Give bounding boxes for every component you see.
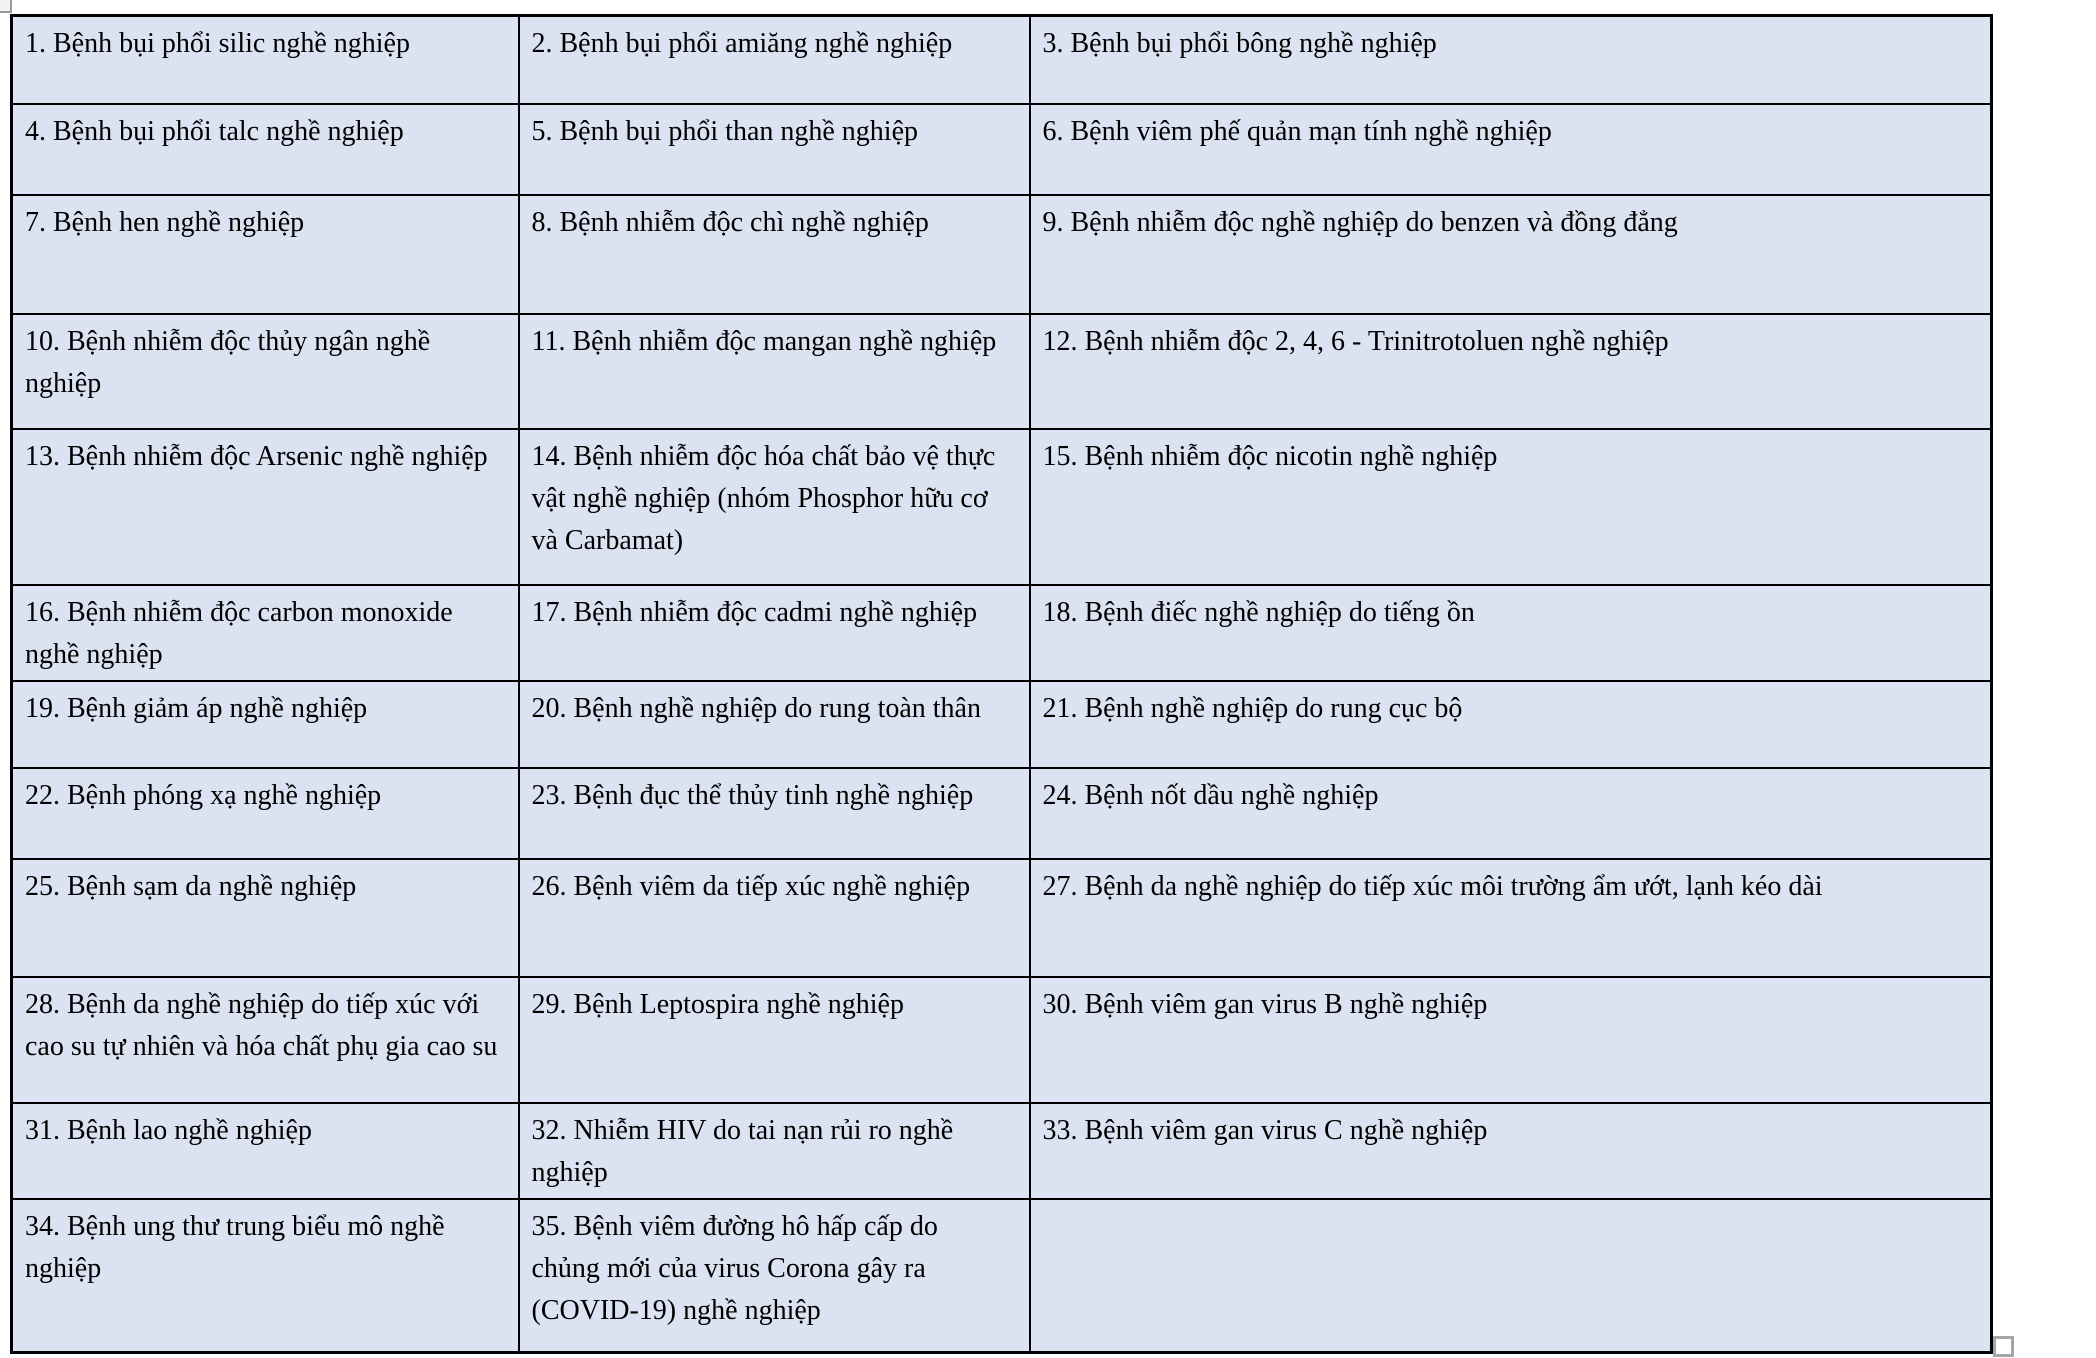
cell-disease-30[interactable]: 30. Bệnh viêm gan virus B nghề nghiệp xyxy=(1030,977,1992,1103)
table-row xyxy=(12,314,1992,429)
table-row xyxy=(12,859,1992,977)
table-row xyxy=(12,16,1992,104)
cell-disease-35[interactable]: 35. Bệnh viêm đường hô hấp cấp do chủng mới của virus Corona gây ra (COVID-19) nghề nghiệp xyxy=(519,1199,1030,1353)
cell-disease-26[interactable]: 26. Bệnh viêm da tiếp xúc nghề nghiệp xyxy=(519,859,1030,977)
cell-disease-34[interactable]: 34. Bệnh ung thư trung biểu mô nghề nghiệp xyxy=(12,1199,519,1353)
cell-disease-11[interactable]: 11. Bệnh nhiễm độc mangan nghề nghiệp xyxy=(519,314,1030,429)
cell-disease-4[interactable]: 4. Bệnh bụi phổi talc nghề nghiệp xyxy=(12,104,519,195)
cell-disease-20[interactable]: 20. Bệnh nghề nghiệp do rung toàn thân xyxy=(519,681,1030,768)
cell-disease-23[interactable]: 23. Bệnh đục thể thủy tinh nghề nghiệp xyxy=(519,768,1030,859)
table-row xyxy=(12,585,1992,681)
cell-disease-15[interactable]: 15. Bệnh nhiễm độc nicotin nghề nghiệp xyxy=(1030,429,1992,585)
cell-disease-2[interactable]: 2. Bệnh bụi phổi amiăng nghề nghiệp xyxy=(519,16,1030,104)
table-row xyxy=(12,1103,1992,1199)
cell-disease-9[interactable]: 9. Bệnh nhiễm độc nghề nghiệp do benzen và đồng đẳng xyxy=(1030,195,1992,314)
table-resize-handle-icon[interactable] xyxy=(1993,1336,2014,1357)
table-row xyxy=(12,768,1992,859)
cell-disease-32[interactable]: 32. Nhiễm HIV do tai nạn rủi ro nghề nghiệp xyxy=(519,1103,1030,1199)
cell-disease-1[interactable]: 1. Bệnh bụi phổi silic nghề nghiệp xyxy=(12,16,519,104)
cell-disease-16[interactable]: 16. Bệnh nhiễm độc carbon monoxide nghề nghiệp xyxy=(12,585,519,681)
cell-disease-14[interactable]: 14. Bệnh nhiễm độc hóa chất bảo vệ thực vật nghề nghiệp (nhóm Phosphor hữu cơ và Carbamat) xyxy=(519,429,1030,585)
cell-disease-17[interactable]: 17. Bệnh nhiễm độc cadmi nghề nghiệp xyxy=(519,585,1030,681)
table-row xyxy=(12,977,1992,1103)
cell-disease-3[interactable]: 3. Bệnh bụi phổi bông nghề nghiệp xyxy=(1030,16,1992,104)
cell-disease-19[interactable]: 19. Bệnh giảm áp nghề nghiệp xyxy=(12,681,519,768)
table-move-handle-icon[interactable] xyxy=(0,0,12,13)
cell-disease-13[interactable]: 13. Bệnh nhiễm độc Arsenic nghề nghiệp xyxy=(12,429,519,585)
table-row xyxy=(12,681,1992,768)
table-row xyxy=(12,1199,1992,1353)
table-row xyxy=(12,429,1992,585)
table-row xyxy=(12,195,1992,314)
cell-disease-10[interactable]: 10. Bệnh nhiễm độc thủy ngân nghề nghiệp xyxy=(12,314,519,429)
cell-empty[interactable] xyxy=(1030,1199,1992,1353)
cell-disease-29[interactable]: 29. Bệnh Leptospira nghề nghiệp xyxy=(519,977,1030,1103)
cell-disease-8[interactable]: 8. Bệnh nhiễm độc chì nghề nghiệp xyxy=(519,195,1030,314)
cell-disease-28[interactable]: 28. Bệnh da nghề nghiệp do tiếp xúc với cao su tự nhiên và hóa chất phụ gia cao su xyxy=(12,977,519,1103)
cell-disease-27[interactable]: 27. Bệnh da nghề nghiệp do tiếp xúc môi trường ẩm ướt, lạnh kéo dài xyxy=(1030,859,1992,977)
cell-disease-18[interactable]: 18. Bệnh điếc nghề nghiệp do tiếng ồn xyxy=(1030,585,1992,681)
cell-disease-33[interactable]: 33. Bệnh viêm gan virus C nghề nghiệp xyxy=(1030,1103,1992,1199)
table-row xyxy=(12,104,1992,195)
cell-disease-7[interactable]: 7. Bệnh hen nghề nghiệp xyxy=(12,195,519,314)
cell-disease-12[interactable]: 12. Bệnh nhiễm độc 2, 4, 6 - Trinitrotoluen nghề nghiệp xyxy=(1030,314,1992,429)
cell-disease-25[interactable]: 25. Bệnh sạm da nghề nghiệp xyxy=(12,859,519,977)
cell-disease-6[interactable]: 6. Bệnh viêm phế quản mạn tính nghề nghiệp xyxy=(1030,104,1992,195)
cell-disease-5[interactable]: 5. Bệnh bụi phổi than nghề nghiệp xyxy=(519,104,1030,195)
cell-disease-22[interactable]: 22. Bệnh phóng xạ nghề nghiệp xyxy=(12,768,519,859)
cell-disease-21[interactable]: 21. Bệnh nghề nghiệp do rung cục bộ xyxy=(1030,681,1992,768)
cell-disease-24[interactable]: 24. Bệnh nốt dầu nghề nghiệp xyxy=(1030,768,1992,859)
cell-disease-31[interactable]: 31. Bệnh lao nghề nghiệp xyxy=(12,1103,519,1199)
occupational-diseases-table xyxy=(10,14,1993,1354)
